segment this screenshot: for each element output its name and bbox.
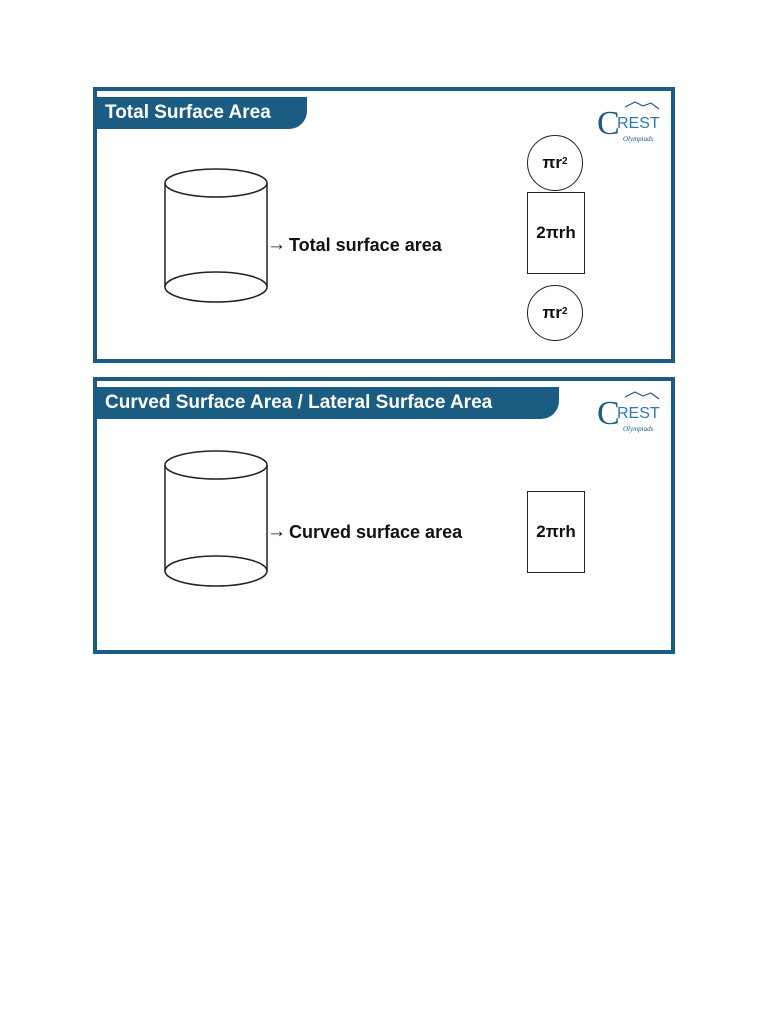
slide-total-surface-area [93, 87, 675, 363]
formula-text: πr [542, 153, 563, 172]
cylinder-icon [161, 449, 271, 589]
bottom-circle-formula [527, 285, 583, 341]
top-circle-formula [527, 135, 583, 191]
crest-logo-icon [595, 391, 663, 437]
lateral-rectangle-formula [527, 491, 585, 573]
formula-exponent: 2 [562, 155, 568, 167]
curved-surface-area-label [267, 521, 462, 543]
total-surface-area-label [267, 234, 442, 256]
crest-logo-icon [595, 101, 663, 147]
logo-subtext: Olympiads [623, 425, 654, 433]
cylinder-icon [161, 167, 271, 307]
formula-exponent: 2 [562, 305, 568, 317]
arrow-right-icon: → [267, 234, 286, 255]
formula-text: πr [542, 303, 563, 322]
label-text: Total surface area [289, 234, 442, 255]
slide-title: Total Surface Area [97, 97, 307, 129]
label-text: Curved surface area [289, 521, 463, 542]
arrow-right-icon: → [267, 521, 286, 542]
logo-letter: C [597, 105, 620, 142]
logo-text: REST [617, 115, 660, 132]
formula-text: 2πrh [536, 522, 576, 541]
lateral-rectangle-formula [527, 192, 585, 274]
logo-subtext: Olympiads [623, 135, 654, 143]
formula-text: 2πrh [536, 223, 576, 242]
slide-curved-surface-area [93, 377, 675, 654]
slide-title: Curved Surface Area / Lateral Surface Area [97, 387, 559, 419]
logo-text: REST [617, 405, 660, 422]
logo-letter: C [597, 395, 620, 432]
